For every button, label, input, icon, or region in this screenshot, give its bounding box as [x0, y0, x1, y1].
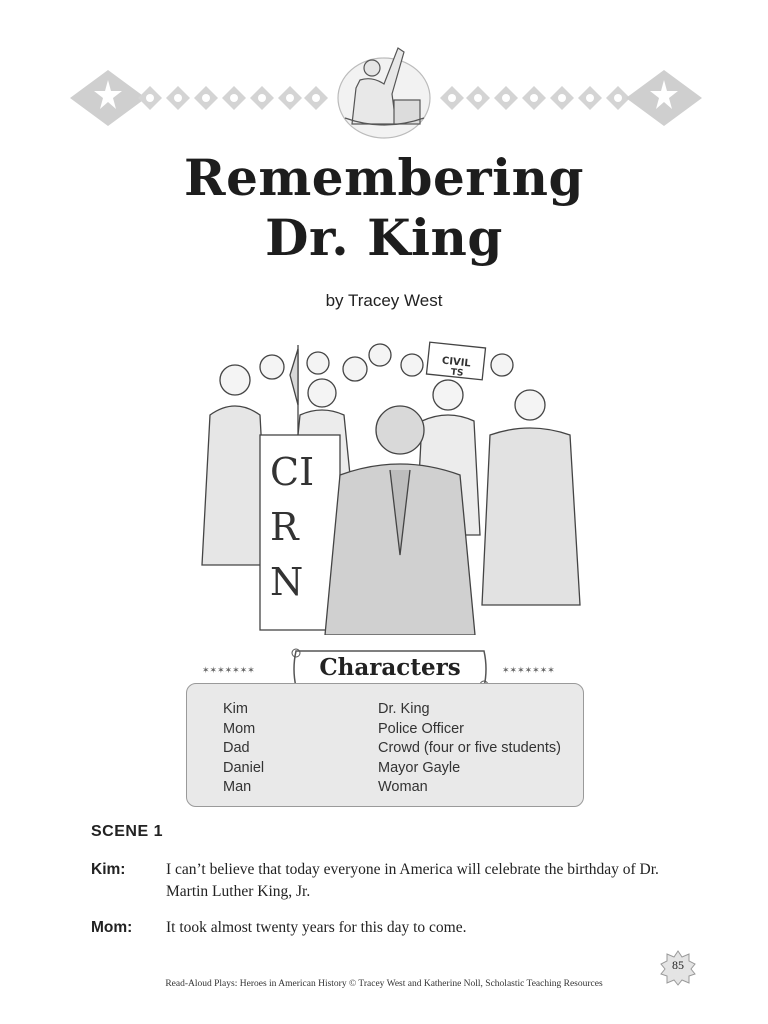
byline: by Tracey West	[325, 291, 443, 310]
character-name: Man	[223, 779, 252, 795]
banner-letter-3: N	[270, 560, 304, 604]
character-name: Dad	[223, 740, 250, 756]
title-line-1: Remembering	[184, 148, 584, 207]
character-name: Crowd (four or five students)	[378, 740, 561, 756]
character-name: Mayor Gayle	[378, 759, 461, 776]
characters-list-left	[223, 700, 264, 798]
character-name: Mom	[223, 720, 256, 737]
character-name: Woman	[378, 779, 428, 795]
banner-letter-1: CI	[270, 450, 315, 494]
title-line-2: Dr. King	[265, 208, 503, 267]
right-star-rule: ✶✶✶✶✶✶✶	[502, 666, 555, 676]
scene-heading: SCENE 1	[91, 823, 163, 840]
banner-letter-2: R	[270, 505, 299, 549]
page-title	[0, 148, 768, 268]
left-diamond-border	[70, 70, 328, 126]
characters-heading: Characters	[319, 654, 461, 681]
character-name: Police Officer	[378, 720, 464, 737]
left-star-rule: ✶✶✶✶✶✶✶	[202, 666, 255, 676]
character-name: Dr. King	[378, 701, 430, 717]
speaker-label: Mom:	[91, 919, 133, 936]
sign-rights-partial: TS	[450, 367, 464, 379]
dialogue-line: I can’t believe that today everyone in America will celebrate the birthday of Dr. Martin Luther King, Jr.	[166, 861, 659, 900]
speaker-vignette	[338, 48, 430, 138]
crowd-illustration	[190, 335, 590, 635]
speaker-label: Kim:	[91, 861, 126, 878]
sign-civil: CIVIL	[441, 355, 472, 370]
page-number: 85	[672, 958, 684, 972]
characters-list-right	[378, 700, 561, 798]
character-name: Kim	[223, 701, 248, 717]
footer-credit: Read-Aloud Plays: Heroes in American History © Tracey West and Katherine Noll, Scholastic Teaching Resources	[165, 979, 603, 989]
right-diamond-border	[440, 70, 702, 126]
dialogue-line: It took almost twenty years for this day to come.	[166, 919, 467, 936]
character-name: Daniel	[223, 759, 265, 776]
